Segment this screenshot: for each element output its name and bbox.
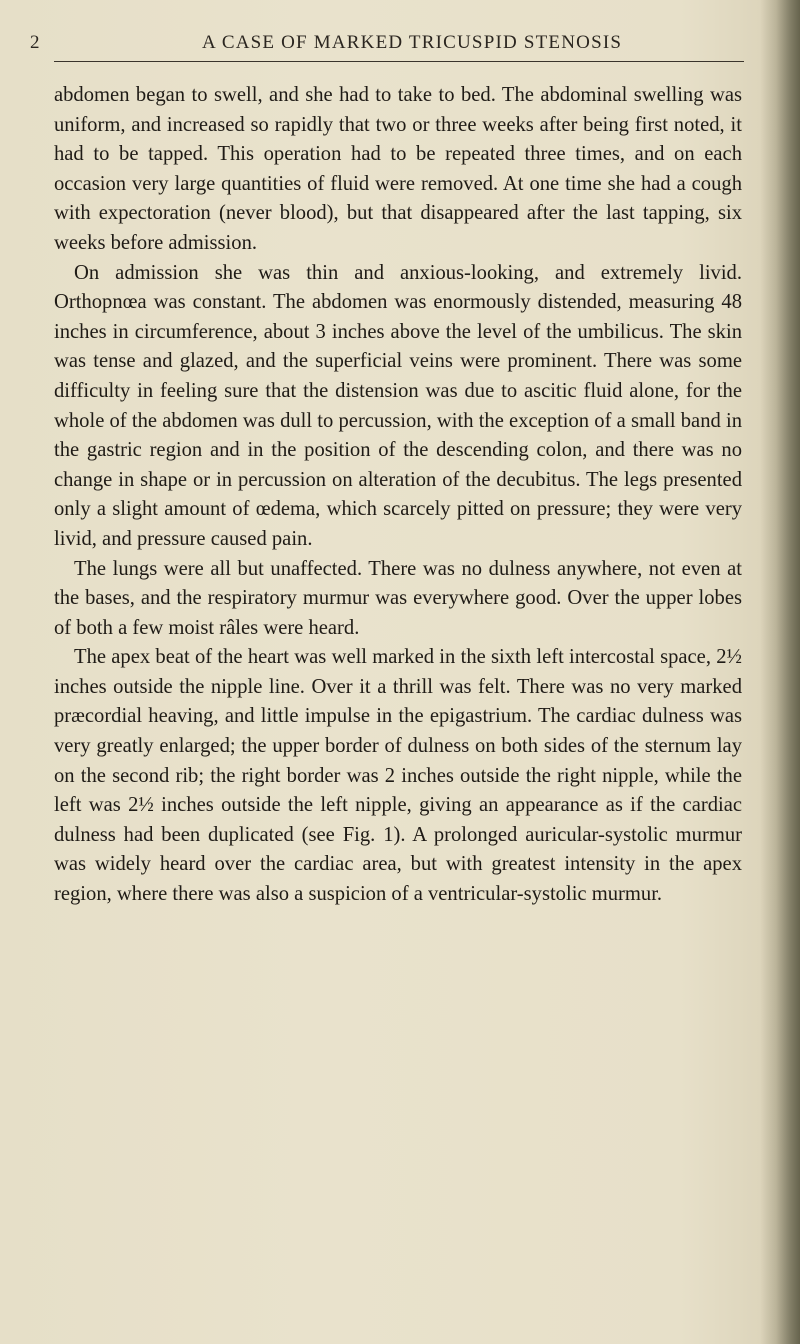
page-edge-shadow bbox=[760, 0, 800, 1344]
running-header bbox=[30, 32, 760, 62]
running-title: A CASE OF MARKED TRICUSPID STENOSIS bbox=[202, 32, 623, 53]
paragraph-2: On admission she was thin and anxious-looking, and extremely livid. Orthopnœa was constant. The abdomen was enormously distended, measuring 48 inches in circumference, about 3 inches above the level of the umbilicus. The skin was tense and glazed, and the superficial veins were prominent. There was some difficulty in feeling sure that the distension was due to ascitic fluid alone, for the whole of the abdomen was dull to percussion, with the exception of a small band in the gastric region and in the position of the descending colon, and there was no change in shape or in percussion on alteration of the decubitus. The legs presented only a slight amount of œdema, which scarcely pitted on pressure; they were very livid, and pressure caused pain. bbox=[54, 261, 742, 550]
paragraph-3: The lungs were all but unaffected. There was no dulness anywhere, not even at the bases, and the respiratory murmur was everywhere good. Over the upper lobes of both a few moist râles were heard. bbox=[54, 557, 742, 639]
paragraph-1: abdomen began to swell, and she had to take to bed. The abdominal swelling was uniform, and increased so rapidly that two or three weeks after being first noted, it had to be tapped. This operation had to be repeated three times, and on each occasion very large quantities of fluid were removed. At one time she had a cough with expectoration (never blood), but that disappeared after the last tapping, six weeks before admission. bbox=[54, 84, 742, 254]
page-number: 2 bbox=[30, 32, 41, 53]
body-text bbox=[54, 81, 742, 910]
paragraph-4: The apex beat of the heart was well marked in the sixth left intercostal space, 2½ inches outside the nipple line. Over it a thrill was felt. There was no very marked præcordial heaving, and little impulse in the epigastrium. The cardiac dulness was very greatly enlarged; the upper border of dulness on both sides of the sternum lay on the second rib; the right border was 2 inches outside the right nipple, while the left was 2½ inches outside the left nipple, giving an appearance as if the cardiac dulness had been duplicated (see Fig. 1). A prolonged auricular-systolic murmur was widely heard over the cardiac area, but with greatest intensity in the apex region, where there was also a suspicion of a ventricular-systolic murmur. bbox=[54, 646, 742, 906]
header-rule bbox=[54, 61, 744, 62]
